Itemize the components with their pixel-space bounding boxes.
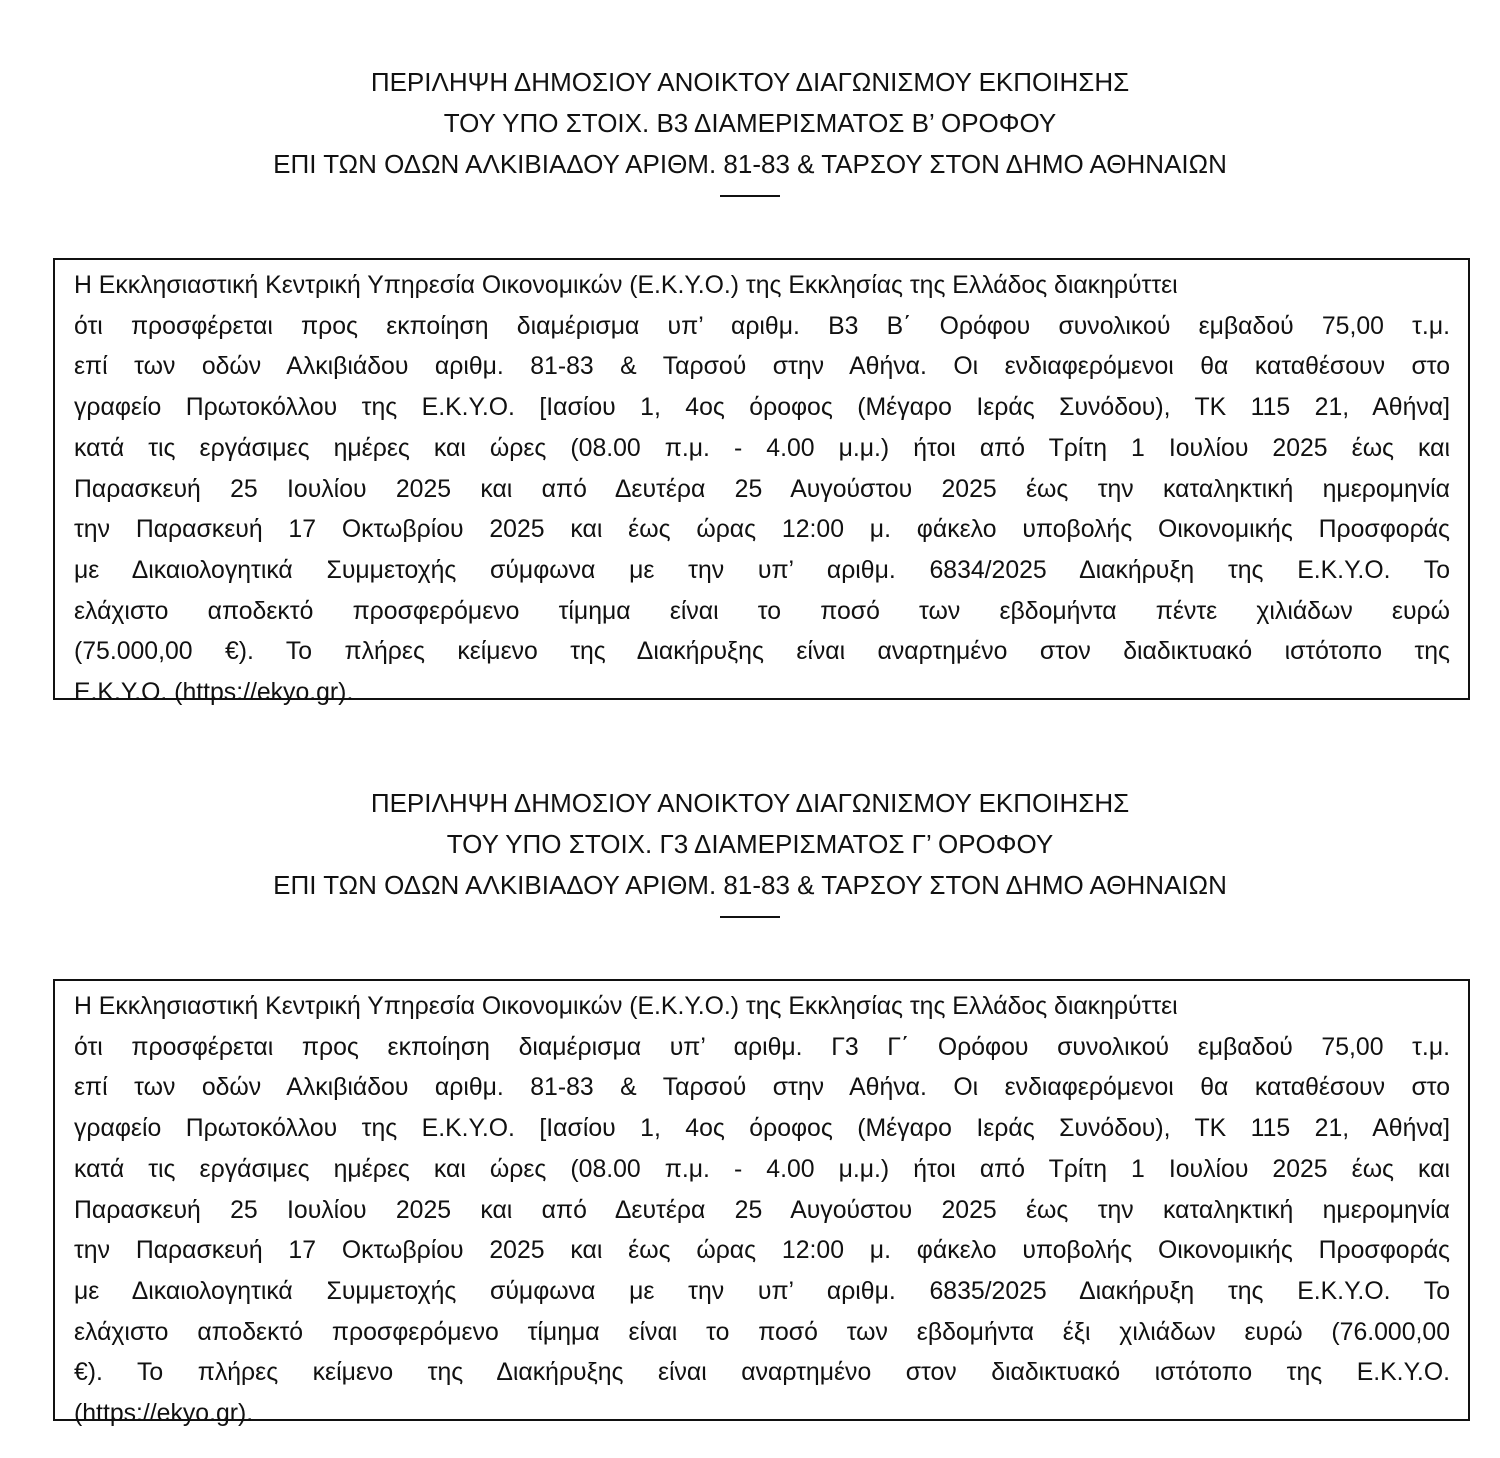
notice-2-body-line-10: €). Το πλήρες κείμενο της Διακήρυξης είναι αναρτημένο στον διαδικτυακό ιστότοπο της Ε.Κ.Υ.Ο.: [74, 1359, 1450, 1387]
notice-2-body-line-3: επί των οδών Αλκιβιάδου αριθμ. 81-83 & Ταρσού στην Αθήνα. Οι ενδιαφερόμενοι θα καταθέσουν στο: [74, 1074, 1450, 1102]
notice-1-body-line-10: (75.000,00 €). Το πλήρες κείμενο της Διακήρυξης είναι αναρτημένο στον διαδικτυακό ιστότοπο της: [74, 638, 1450, 666]
notice-2-separator-rule: [720, 916, 780, 918]
notice-1-body-line-11: Ε.Κ.Υ.Ο. (https://ekyo.gr).: [74, 679, 354, 707]
notice-1: [0, 62, 1500, 197]
notice-2-heading-line-1: ΠΕΡΙΛΗΨΗ ΔΗΜΟΣΙΟΥ ΑΝΟΙΚΤΟΥ ΔΙΑΓΩΝΙΣΜΟΥ ΕΚΠΟΙΗΣΗΣ: [370, 788, 1130, 818]
notice-2-body-line-4: γραφείο Πρωτοκόλλου της Ε.Κ.Υ.Ο. [Ιασίου 1, 4ος όροφος (Μέγαρο Ιεράς Συνόδου), ΤΚ 115 21, Αθήνα]: [74, 1115, 1450, 1143]
notice-1-body-line-7: την Παρασκευή 17 Οκτωβρίου 2025 και έως ώρας 12:00 μ. φάκελο υποβολής Οικονομικής Προσφοράς: [74, 516, 1450, 544]
notice-1-body-line-2: ότι προσφέρεται προς εκποίηση διαμέρισμα υπ’ αριθμ. Β3 Β΄ Ορόφου συνολικού εμβαδού 75,00 τ.μ.: [74, 312, 1450, 340]
notice-2-body-line-7: την Παρασκευή 17 Οκτωβρίου 2025 και έως ώρας 12:00 μ. φάκελο υποβολής Οικονομικής Προσφοράς: [74, 1237, 1450, 1265]
notice-2-body-line-8: με Δικαιολογητικά Συμμετοχής σύμφωνα με την υπ’ αριθμ. 6835/2025 Διακήρυξη της Ε.Κ.Υ.Ο. Το: [74, 1277, 1450, 1305]
notice-1-heading: [0, 62, 1500, 197]
notice-1-heading-line-2: ΤΟΥ ΥΠΟ ΣΤΟΙΧ. Β3 ΔΙΑΜΕΡΙΣΜΑΤΟΣ Β’ ΟΡΟΦΟΥ: [443, 108, 1057, 138]
notice-1-heading-line-1: ΠΕΡΙΛΗΨΗ ΔΗΜΟΣΙΟΥ ΑΝΟΙΚΤΟΥ ΔΙΑΓΩΝΙΣΜΟΥ ΕΚΠΟΙΗΣΗΣ: [370, 67, 1130, 97]
notice-1-separator-rule: [720, 195, 780, 197]
notice-2-heading-line-3: ΕΠΙ ΤΩΝ ΟΔΩΝ ΑΛΚΙΒΙΑΔΟΥ ΑΡΙΘΜ. 81-83 & ΤΑΡΣΟΥ ΣΤΟΝ ΔΗΜΟ ΑΘΗΝΑΙΩΝ: [273, 870, 1227, 900]
notice-1-body-line-6: Παρασκευή 25 Ιουλίου 2025 και από Δευτέρα 25 Αυγούστου 2025 έως την καταληκτική ημερομηνία: [74, 475, 1450, 503]
notice-2-body-line-1: Η Εκκλησιαστική Κεντρική Υπηρεσία Οικονομικών (Ε.Κ.Υ.Ο.) της Εκκλησίας της Ελλάδος διακηρύττει: [74, 993, 1178, 1020]
notice-2-body-line-5: κατά τις εργάσιμες ημέρες και ώρες (08.00 π.μ. - 4.00 μ.μ.) ήτοι από Τρίτη 1 Ιουλίου 2025 έως και: [74, 1155, 1450, 1183]
notice-2-body-line-2: ότι προσφέρεται προς εκποίηση διαμέρισμα υπ’ αριθμ. Γ3 Γ΄ Ορόφου συνολικού εμβαδού 75,00 τ.μ.: [74, 1033, 1450, 1061]
notice-1-heading-line-3: ΕΠΙ ΤΩΝ ΟΔΩΝ ΑΛΚΙΒΙΑΔΟΥ ΑΡΙΘΜ. 81-83 & ΤΑΡΣΟΥ ΣΤΟΝ ΔΗΜΟ ΑΘΗΝΑΙΩΝ: [273, 149, 1227, 179]
notice-2-body-box: [53, 979, 1470, 1428]
notice-1-body-line-1: Η Εκκλησιαστική Κεντρική Υπηρεσία Οικονομικών (Ε.Κ.Υ.Ο.) της Εκκλησίας της Ελλάδος διακηρύττει: [74, 272, 1178, 299]
notice-2-body-line-6: Παρασκευή 25 Ιουλίου 2025 και από Δευτέρα 25 Αυγούστου 2025 έως την καταληκτική ημερομηνία: [74, 1196, 1450, 1224]
notice-1-body-line-5: κατά τις εργάσιμες ημέρες και ώρες (08.00 π.μ. - 4.00 μ.μ.) ήτοι από Τρίτη 1 Ιουλίου 2025 έως και: [74, 434, 1450, 462]
notice-1-body-line-3: επί των οδών Αλκιβιάδου αριθμ. 81-83 & Ταρσού στην Αθήνα. Οι ενδιαφερόμενοι θα καταθέσουν στο: [74, 353, 1450, 381]
notice-2-heading-line-2: ΤΟΥ ΥΠΟ ΣΤΟΙΧ. Γ3 ΔΙΑΜΕΡΙΣΜΑΤΟΣ Γ’ ΟΡΟΦΟΥ: [446, 829, 1054, 859]
notice-1-body-line-4: γραφείο Πρωτοκόλλου της Ε.Κ.Υ.Ο. [Ιασίου 1, 4ος όροφος (Μέγαρο Ιεράς Συνόδου), ΤΚ 115 21, Αθήνα]: [74, 394, 1450, 422]
notice-1-body-line-8: με Δικαιολογητικά Συμμετοχής σύμφωνα με την υπ’ αριθμ. 6834/2025 Διακήρυξη της Ε.Κ.Υ.Ο. Το: [74, 556, 1450, 584]
notice-1-body-line-9: ελάχιστο αποδεκτό προσφερόμενο τίμημα είναι το ποσό των εβδομήντα πέντε χιλιάδων ευρώ: [74, 597, 1450, 625]
notice-2: [0, 783, 1500, 918]
notice-1-body-box: [53, 258, 1470, 707]
notice-2-heading: [0, 783, 1500, 918]
notice-2-body-line-11: (https://ekyo.gr).: [74, 1400, 254, 1428]
notice-2-body-line-9: ελάχιστο αποδεκτό προσφερόμενο τίμημα είναι το ποσό των εβδομήντα έξι χιλιάδων ευρώ (76.000,00: [74, 1318, 1450, 1346]
